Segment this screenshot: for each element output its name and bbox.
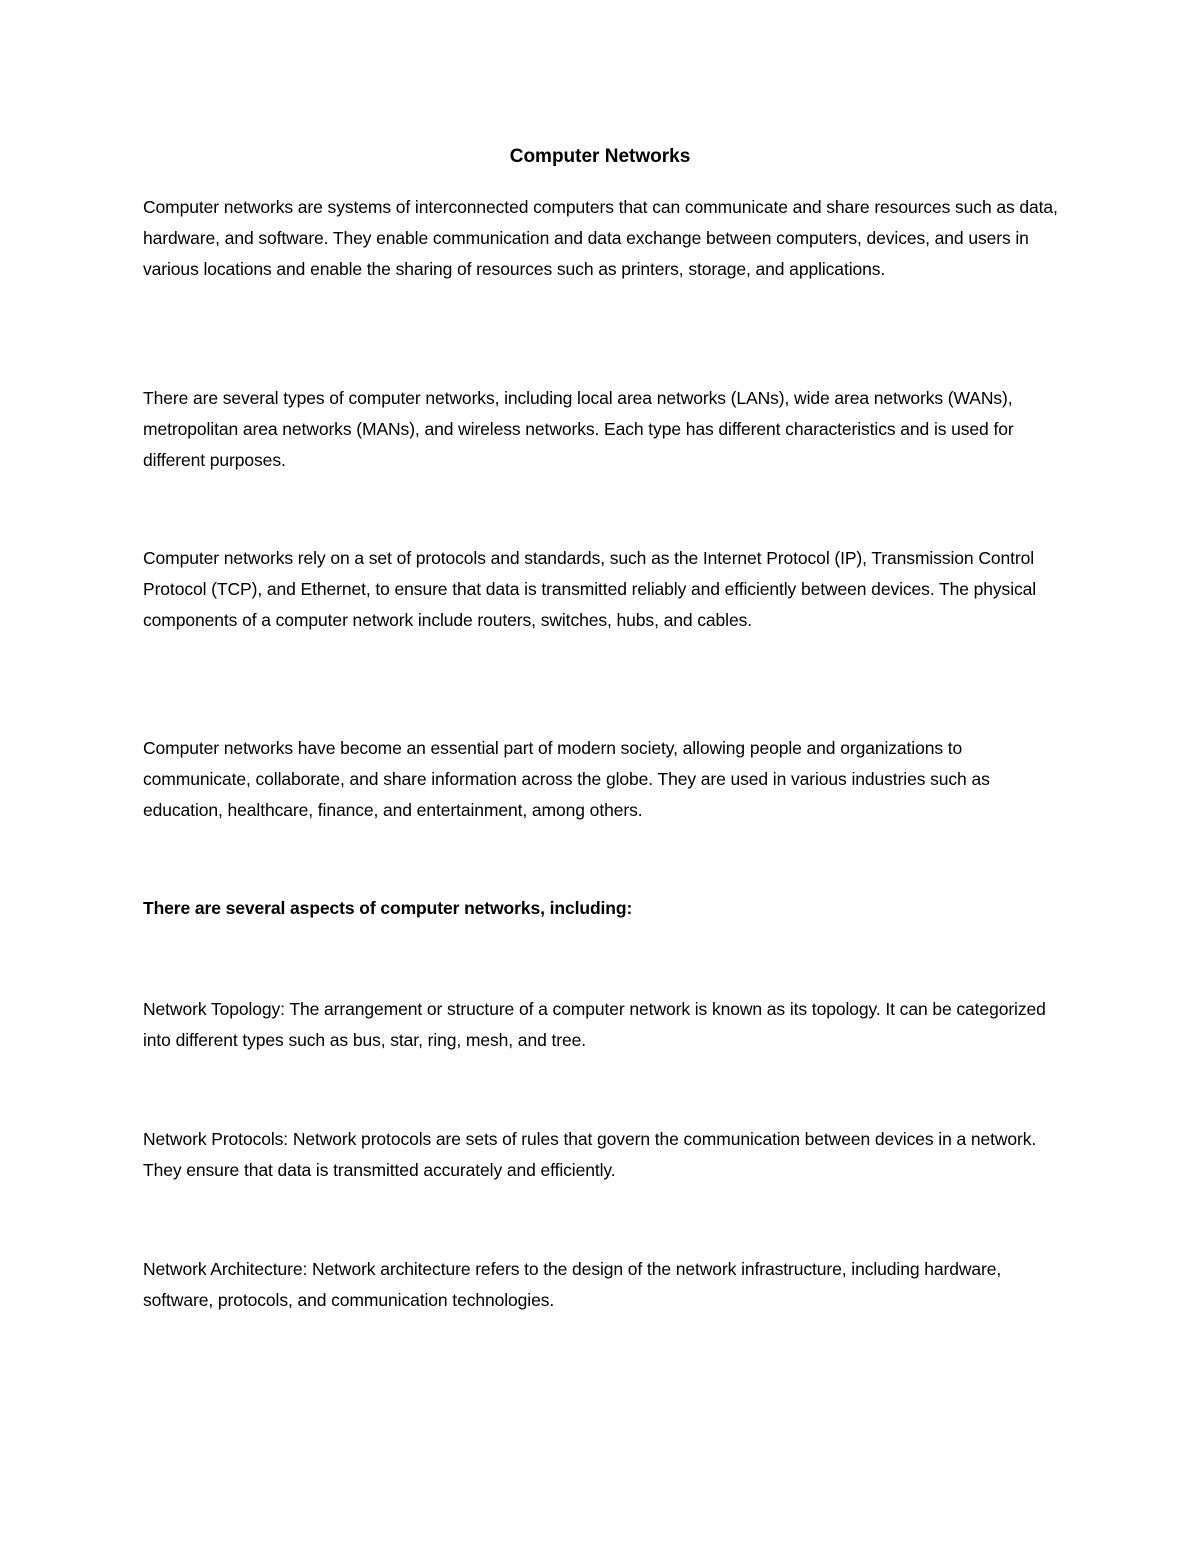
document-title: Computer Networks [509, 146, 691, 167]
network-types-paragraph: There are several types of computer networks, including local area networks (LANs), wide area networks (WANs), metropolitan area networks (MANs), and wireless networks. Each type has different characteristics and is used for different purposes. [143, 388, 1014, 470]
network-architecture-paragraph: Network Architecture: Network architecture refers to the design of the network infrastructure, including hardware, software, protocols, and communication technologies. [143, 1259, 1002, 1310]
aspects-heading: There are several aspects of computer networks, including: [143, 898, 633, 918]
protocols-standards-paragraph: Computer networks rely on a set of protocols and standards, such as the Internet Protocol (IP), Transmission Control Protocol (TCP), and Ethernet, to ensure that data is transmitted reliably and efficiently between devices. The physical components of a computer network include routers, switches, hubs, and cables. [143, 548, 1037, 630]
network-topology-paragraph: Network Topology: The arrangement or structure of a computer network is known as its topology. It can be categorized into different types such as bus, star, ring, mesh, and tree. [143, 999, 1046, 1050]
society-paragraph: Computer networks have become an essential part of modern society, allowing people and organizations to communicate, collaborate, and share information across the globe. They are used in various industries such as education, healthcare, finance, and entertainment, among others. [143, 738, 990, 820]
network-protocols-paragraph: Network Protocols: Network protocols are sets of rules that govern the communication between devices in a network. They ensure that data is transmitted accurately and efficiently. [143, 1129, 1037, 1180]
intro-paragraph: Computer networks are systems of interconnected computers that can communicate and share resources such as data, hardware, and software. They enable communication and data exchange between computers, devices, and users in various locations and enable the sharing of resources such as printers, storage, and applications. [143, 197, 1058, 279]
